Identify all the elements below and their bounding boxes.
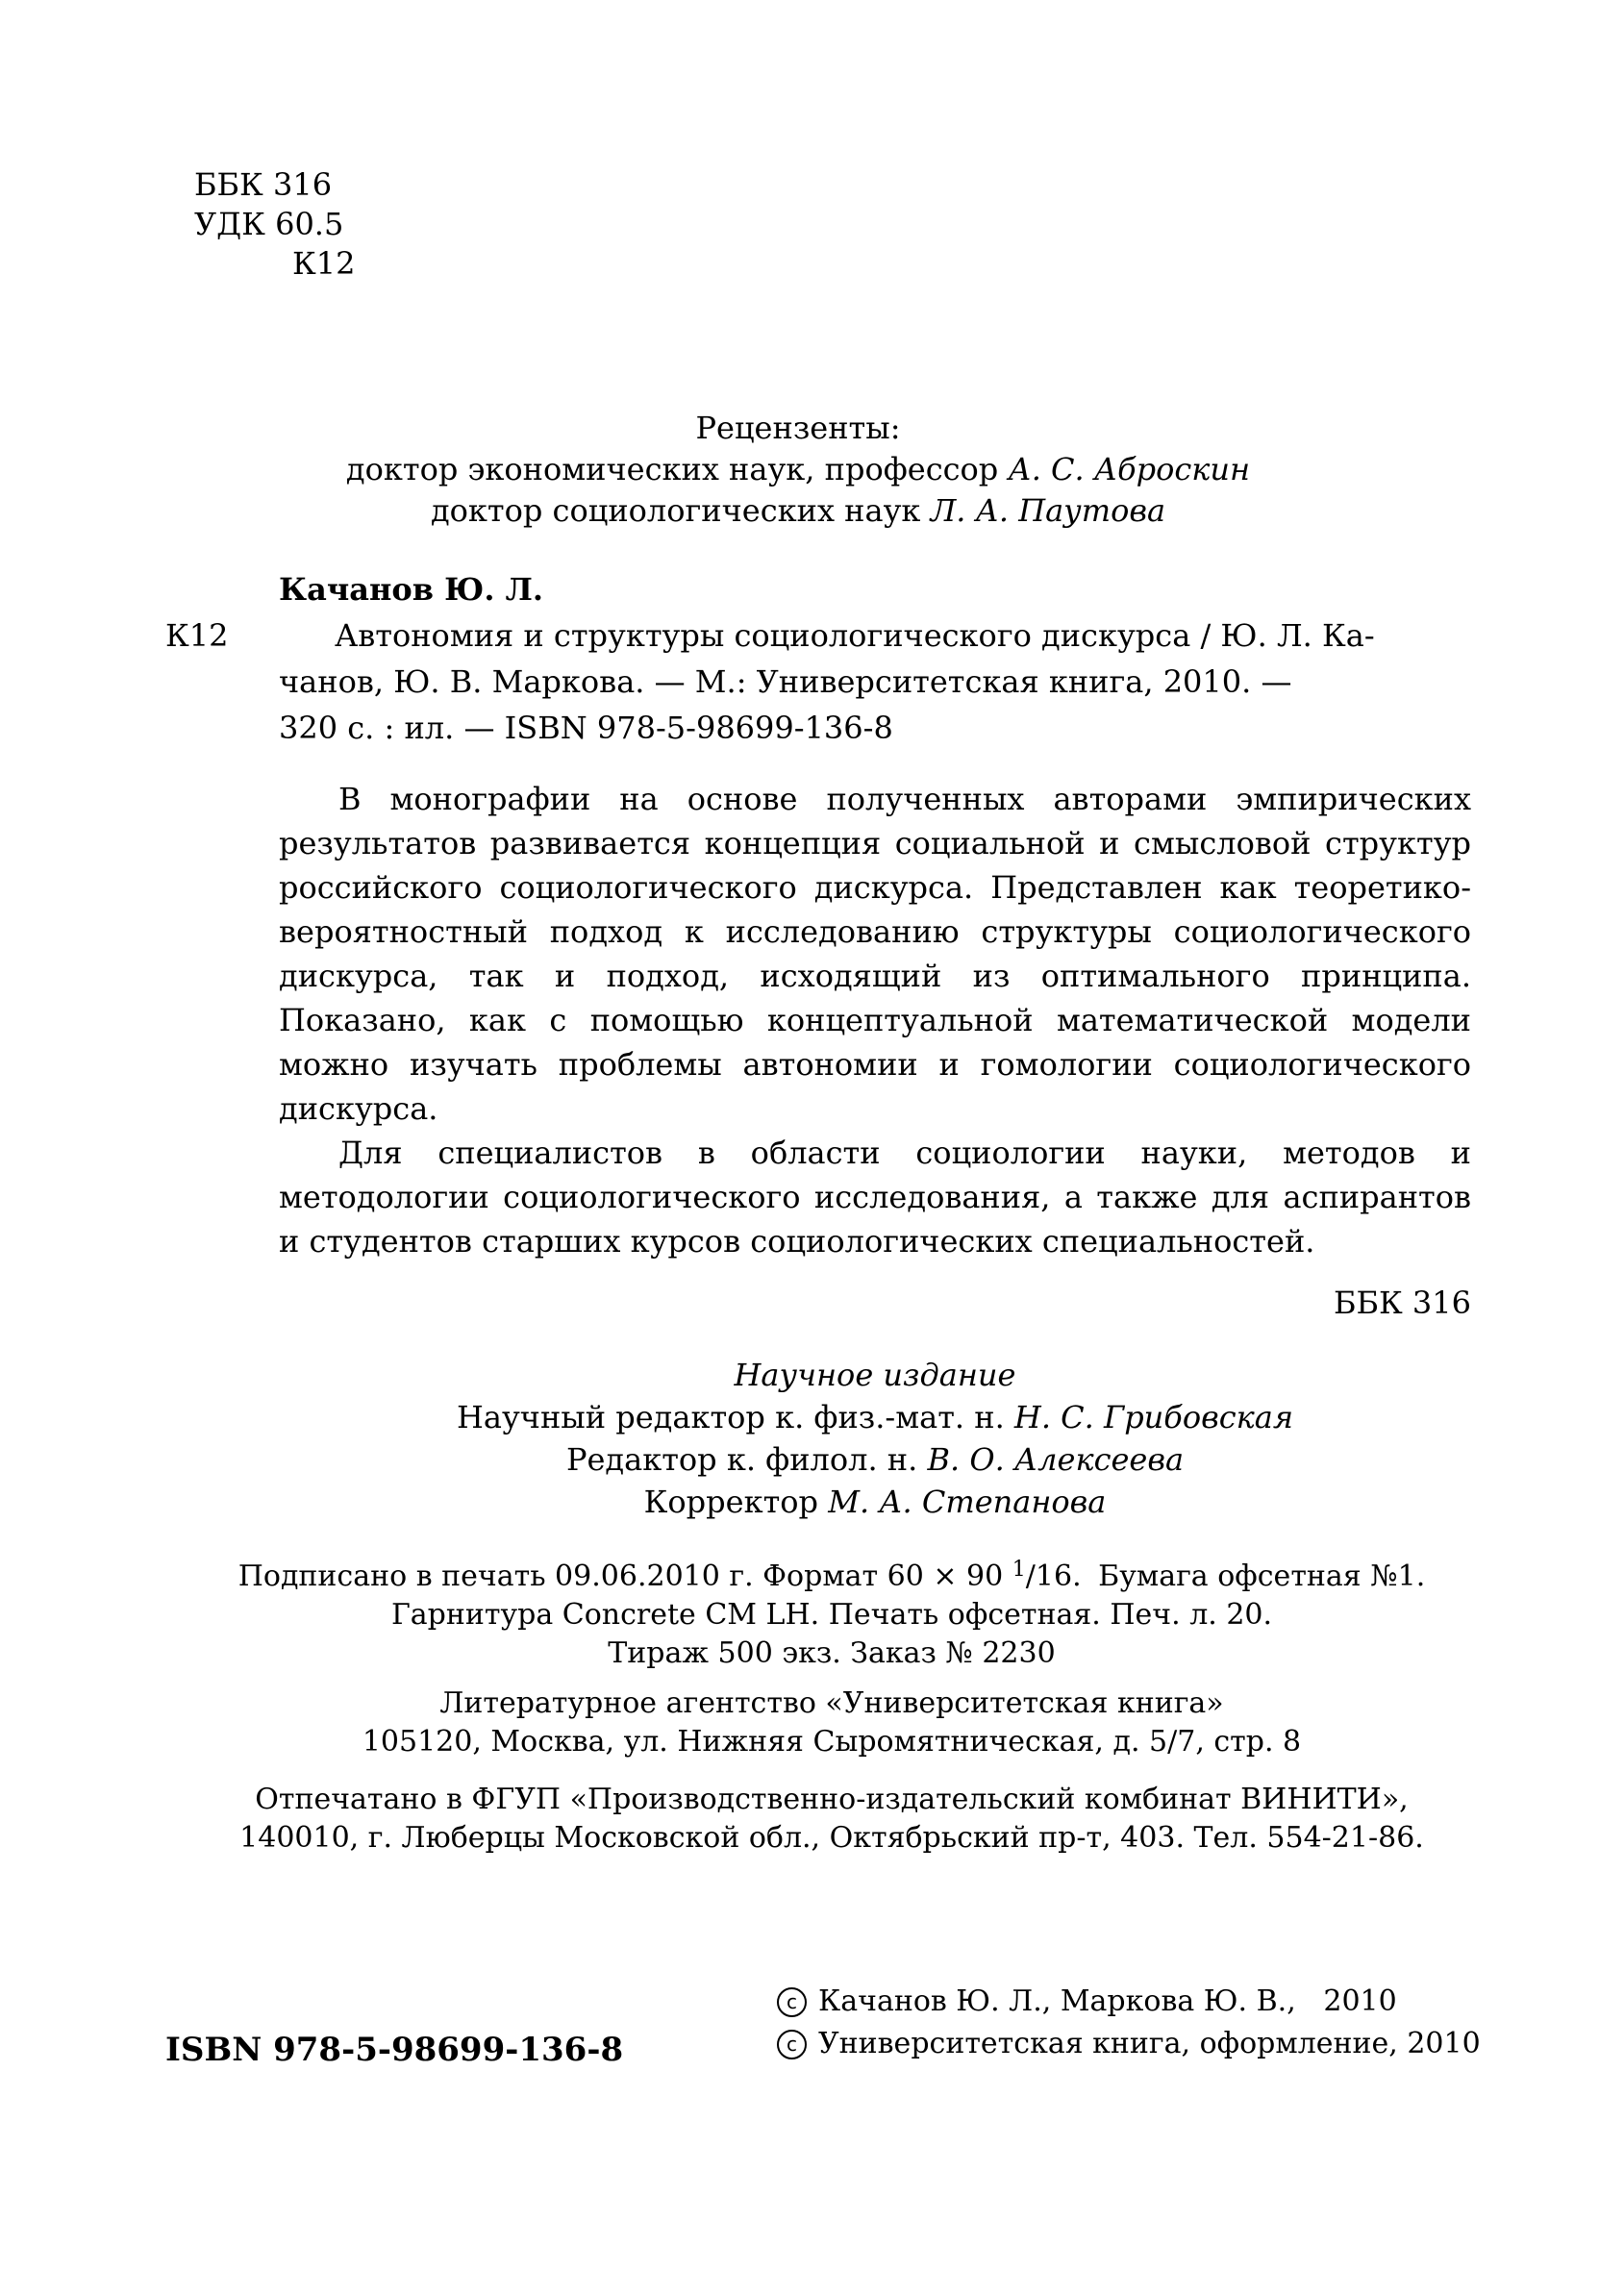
printer-address: 140010, г. Люберцы Московской обл., Октябрьский пр-т, 403. Тел. 554-21-86. (239, 1821, 1424, 1855)
staff-editor (279, 1440, 1471, 1480)
reviewer-1-name: А. С. Аброскин (1008, 451, 1251, 487)
staff-name: М. А. Степанова (828, 1484, 1107, 1520)
imprint-block (279, 1356, 1471, 1522)
print-line-1 (183, 1558, 1481, 1596)
isbn-footer: ISBN 978-5-98699-136-8 (165, 2031, 624, 2069)
publisher-name: Литературное агентство «Университетская книга» (439, 1686, 1224, 1720)
annotation-block (279, 777, 1471, 1263)
catalog-author-heading: Качанов Ю. Л. (279, 571, 544, 608)
copyright-block (777, 1981, 1508, 2065)
print-details (183, 1558, 1481, 1673)
reviewer-1 (269, 450, 1327, 489)
annotation-bbk: ББК 316 (1333, 1285, 1471, 1321)
udk-code: УДК 60.5 (194, 206, 344, 242)
reviewers-title: Рецензенты: (695, 410, 901, 446)
print-line-2: Гарнитура Concrete CM LH. Печать офсетная. Печ. л. 20. (390, 1598, 1273, 1632)
format-fraction-den: /16. (1025, 1560, 1082, 1593)
printer-name: Отпечатано в ФГУП «Производственно-издательский комбинат ВИНИТИ», (255, 1783, 1409, 1816)
copyright-row (777, 1981, 1508, 2023)
staff-name: В. О. Алексеева (927, 1441, 1185, 1478)
copyright-row (777, 2023, 1508, 2065)
copyright-icon: c (777, 2030, 807, 2059)
catalog-entry (279, 616, 1471, 748)
reviewer-2-name: Л. А. Паутова (930, 492, 1166, 529)
staff-name: Н. С. Грибовская (1013, 1399, 1293, 1435)
publisher-block (183, 1685, 1481, 1761)
annotation-paragraph: В монографии на основе полученных авторами эмпирических результатов развивается концепция социальной и смысловой структур российского социологического дискурса. Представлен как теоретико-вероятностный подход к исследованию структуры социологического дискурса, так и подход, исходящий из оптимального принципа. Показано, как с помощью концептуальной математической модели можно изучать проблемы автономии и гомологии социологического дискурса. (279, 781, 1471, 1127)
staff-role: Редактор к. филол. н. (565, 1441, 918, 1478)
print-line-3: Тираж 500 экз. Заказ № 2230 (608, 1636, 1056, 1670)
paper-type: Бумага офсетная №1. (1098, 1560, 1426, 1593)
staff-scientific-editor (279, 1398, 1471, 1437)
publisher-address: 105120, Москва, ул. Нижняя Сыромятническая, д. 5/7, стр. 8 (362, 1725, 1302, 1759)
copyright-publisher: Университетская книга, оформление, 2010 (818, 2027, 1481, 2060)
print-format: Подписано в печать 09.06.2010 г. Формат 60 × 90 (237, 1560, 1004, 1593)
copyright-authors: Качанов Ю. Л., Маркова Ю. В., 2010 (818, 1984, 1397, 2018)
catalog-entry-line: 320 с. : ил. — ISBN 978-5-98699-136-8 (279, 710, 893, 746)
format-fraction-num: 1 (1012, 1558, 1026, 1582)
author-mark: К12 (292, 245, 356, 282)
classification-block (194, 165, 387, 284)
reviewer-2 (269, 491, 1327, 531)
annotation-paragraph: Для специалистов в области социологии науки, методов и методологии социологического исследования, а также для аспирантов и студентов старших курсов социологических специальностей. (279, 1135, 1471, 1260)
catalog-entry-line: чанов, Ю. В. Маркова. — М.: Университетская книга, 2010. — (279, 663, 1292, 700)
catalog-mark: К12 (165, 617, 229, 654)
staff-proofreader (279, 1483, 1471, 1522)
reviewer-2-degree: доктор социологических наук (430, 492, 921, 529)
bbk-code: ББК 316 (194, 166, 333, 203)
staff-role: Научный редактор к. физ.-мат. н. (456, 1399, 1005, 1435)
edition-type: Научное издание (734, 1357, 1016, 1393)
reviewers-block (269, 409, 1327, 531)
reviewer-1-degree: доктор экономических наук, профессор (345, 451, 999, 487)
catalog-entry-line: Автономия и структуры социологического дискурса / Ю. Л. Ка- (335, 617, 1375, 654)
copyright-icon: c (777, 1987, 807, 2017)
staff-role: Корректор (643, 1484, 819, 1520)
printer-block (183, 1781, 1481, 1858)
